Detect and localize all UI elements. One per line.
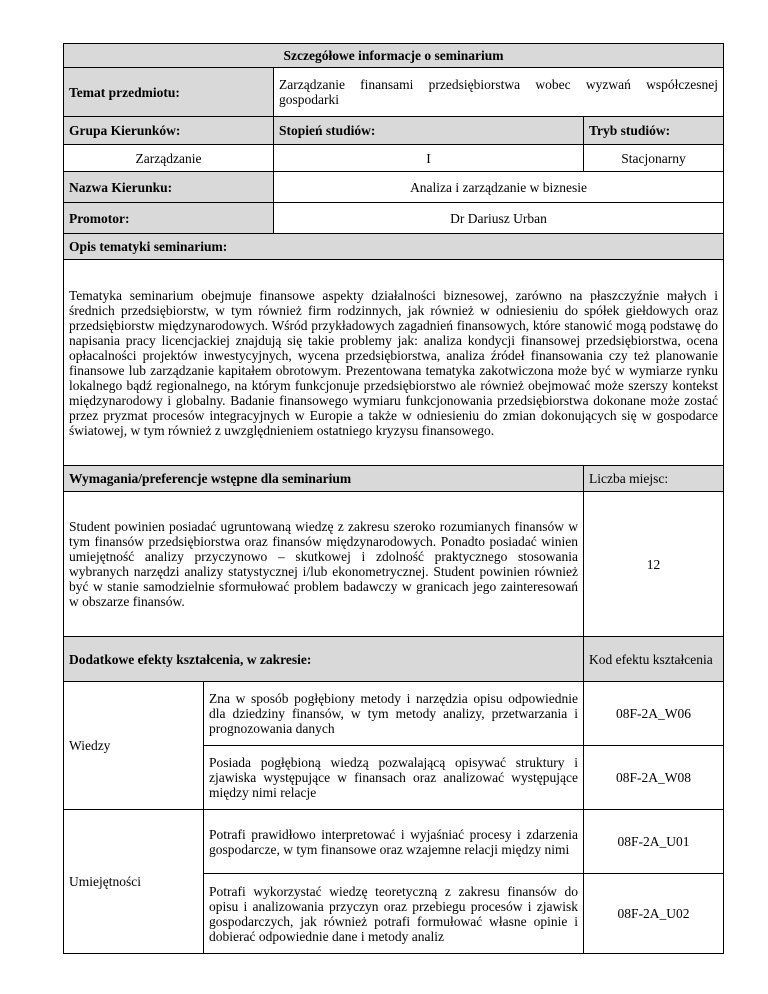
seats-value: 12 xyxy=(584,492,724,637)
skills-category: Umiejętności xyxy=(64,810,204,954)
outcome-code: 08F-2A_U02 xyxy=(584,874,724,954)
seminar-table xyxy=(63,43,724,954)
topic-label: Temat przedmiotu: xyxy=(64,68,274,117)
group-value: Zarządzanie xyxy=(64,145,274,172)
promoter-value: Dr Dariusz Urban xyxy=(274,203,724,234)
outcome-code: 08F-2A_W06 xyxy=(584,682,724,746)
group-label: Grupa Kierunków: xyxy=(64,117,274,145)
field-value: Analiza i zarządzanie w biznesie xyxy=(274,172,724,203)
outcome-text: Zna w sposób pogłębiony metody i narzędzia opisu odpowiednie dla dziedziny finansów, w tym metody analizy, przetwarzania i prognozowania danych xyxy=(204,682,584,746)
outcomes-label: Dodatkowe efekty kształcenia, w zakresie: xyxy=(64,637,584,682)
degree-value: I xyxy=(274,145,584,172)
outcome-text: Potrafi prawidłowo interpretować i wyjaśniać procesy i zdarzenia gospodarcze, w tym finansowe oraz wzajemne relacji między nimi xyxy=(204,810,584,874)
outcome-code: 08F-2A_U01 xyxy=(584,810,724,874)
description-label: Opis tematyki seminarium: xyxy=(64,234,724,260)
topic-value: Zarządzanie finansami przedsiębiorstwa wobec wyzwań współczesnej gospodarki xyxy=(274,68,724,117)
promoter-label: Promotor: xyxy=(64,203,274,234)
field-label: Nazwa Kierunku: xyxy=(64,172,274,203)
outcome-text: Potrafi wykorzystać wiedzę teoretyczną z zakresu finansów do opisu i analizowania przyczyn oraz przebiegu procesów i zjawisk gospodarczych, jak również potrafi formułować własne opinie i dobierać odpowiednie dane i metody analiz xyxy=(204,874,584,954)
requirements-text: Student powinien posiadać ugruntowaną wiedzę z zakresu szeroko rozumianych finansów w tym finansów przedsiębiorstwa oraz finansów międzynarodowych. Ponadto posiadać winien umiejętność analizy przyczynowo – skutkowej i zdolność praktycznego stosowania wybranych narzędzi analizy statystycznej i/lub ekonometrycznej. Student powinien również być w stanie samodzielnie sformułować problem badawczy w granicach jego zainteresowań w obszarze finansów. xyxy=(64,492,584,637)
outcome-code: 08F-2A_W08 xyxy=(584,746,724,810)
table-header: Szczegółowe informacje o seminarium xyxy=(64,44,724,68)
knowledge-category: Wiedzy xyxy=(64,682,204,810)
code-label: Kod efektu kształcenia xyxy=(584,637,724,682)
requirements-label: Wymagania/preferencje wstępne dla seminarium xyxy=(64,466,584,492)
seats-label: Liczba miejsc: xyxy=(584,466,724,492)
outcome-text: Posiada pogłębioną wiedzą pozwalającą opisywać struktury i zjawiska występujące w finansach oraz analizować występujące między nimi relacje xyxy=(204,746,584,810)
mode-value: Stacjonarny xyxy=(584,145,724,172)
description-text: Tematyka seminarium obejmuje finansowe aspekty działalności biznesowej, zarówno na płaszczyźnie małych i średnich przedsiębiorstw, w tym również firm rodzinnych, jak również w odniesieniu do spółek giełdowych oraz przedsiębiorstw międzynarodowych. Wśród przykładowych zagadnień finansowych, które stanowić mogą podstawę do napisania pracy licencjackiej znajdują się takie problemy jak: analiza kondycji finansowej przedsiębiorstwa, ocena opłacalności projektów inwestycyjnych, wycena przedsiębiorstwa, analiza źródeł finansowania czy też planowanie finansowe lub zarządzanie kapitałem obrotowym. Prezentowana tematyka zakotwiczona może być w wymiarze rynku lokalnego bądź regionalnego, na którym funkcjonuje przedsiębiorstwo ale również obejmować może szerszy kontekst międzynarodowy i globalny. Badanie finansowego wymiaru funkcjonowania przedsiębiorstwa dokonane może zostać przez pryzmat procesów integracyjnych w Europie a także w odniesieniu do zmian dokonujących się w gospodarce światowej, w tym również z uwzględnieniem ostatniego kryzysu finansowego. xyxy=(64,260,724,466)
degree-label: Stopień studiów: xyxy=(274,117,584,145)
seminar-info-sheet xyxy=(63,43,723,954)
mode-label: Tryb studiów: xyxy=(584,117,724,145)
